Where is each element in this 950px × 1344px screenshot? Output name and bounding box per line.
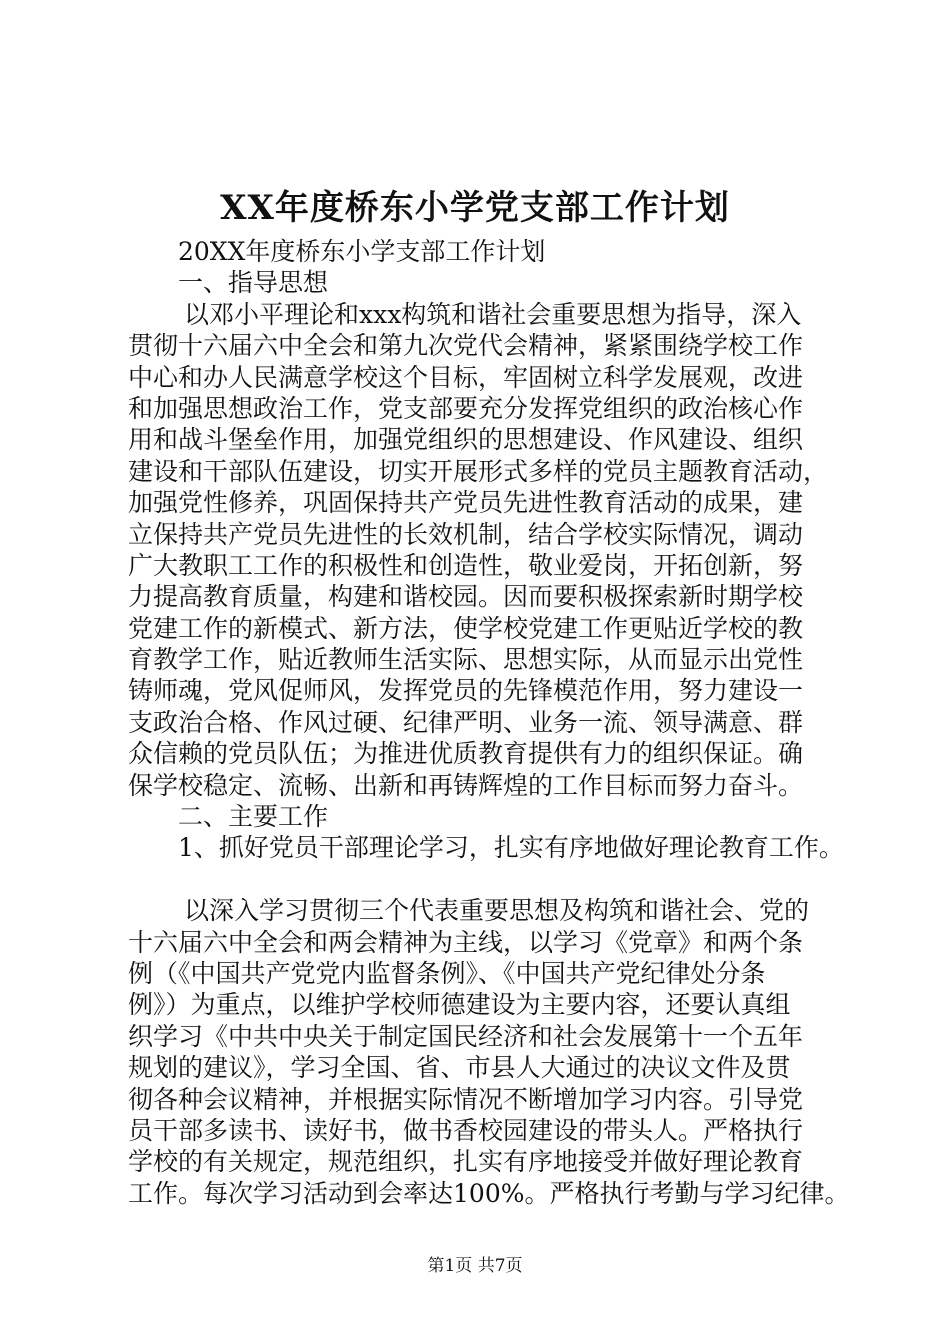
paragraph-line: 和加强思想政治工作，党支部要充分发挥党组织的政治核心作 (128, 393, 804, 423)
document-body (128, 236, 850, 1209)
paragraph-spacer (128, 864, 828, 895)
paragraph-line: 建设和干部队伍建设，切实开展形式多样的党员主题教育活动， (128, 456, 829, 486)
section-heading-main-work: 二、主要工作 (178, 802, 329, 832)
paragraph-line: 力提高教育质量，构建和谐校园。因而要积极探索新时期学校 (128, 582, 804, 612)
paragraph-line: 铸师魂，党风促师风，发挥党员的先锋模范作用，努力建设一 (128, 676, 804, 706)
paragraph-line: 中心和办人民满意学校这个目标，牢固树立科学发展观，改进 (128, 362, 804, 392)
paragraph-line: 彻各种会议精神，并根据实际情况不断增加学习内容。引导党 (128, 1084, 804, 1114)
work-item-1-heading: 1、抓好党员干部理论学习，扎实有序地做好理论教育工作。 (178, 833, 844, 863)
paragraph-line: 以邓小平理论和xxx构筑和谐社会重要思想为指导，深入 (184, 299, 802, 329)
paragraph-line: 规划的建议》，学习全国、省、市县人大通过的决议文件及贯 (128, 1053, 791, 1083)
document-title: XX年度桥东小学党支部工作计划 (220, 188, 730, 228)
paragraph-line: 织学习《中共中央关于制定国民经济和社会发展第十一个五年 (128, 1021, 804, 1051)
paragraph-line: 保学校稳定、流畅、出新和再铸辉煌的工作目标而努力奋斗。 (128, 770, 804, 800)
paragraph-line: 立保持共产党员先进性的长效机制，结合学校实际情况，调动 (128, 519, 804, 549)
paragraph-line: 学校的有关规定，规范组织，扎实有序地接受并做好理论教育 (128, 1147, 804, 1177)
paragraph-line: 例》）为重点，以维护学校师德建设为主要内容，还要认真组 (128, 990, 791, 1020)
paragraph-guiding-thought (128, 299, 828, 801)
document-subtitle: 20XX年度桥东小学支部工作计划 (178, 237, 546, 266)
paragraph-line: 支政治合格、作风过硬、纪律严明、业务一流、领导满意、群 (128, 707, 804, 737)
paragraph-line: 以深入学习贯彻三个代表重要思想及构筑和谐社会、党的 (184, 896, 810, 926)
paragraph-theory-study (128, 895, 850, 1209)
paragraph-line: 贯彻十六届六中全会和第九次党代会精神，紧紧围绕学校工作 (128, 331, 804, 361)
paragraph-line: 育教学工作，贴近教师生活实际、思想实际，从而显示出党性 (128, 645, 804, 675)
paragraph-line: 党建工作的新模式、新方法，使学校党建工作更贴近学校的教 (128, 613, 804, 643)
paragraph-line: 工作。每次学习活动到会率达100%。严格执行考勤与学习纪律。 (128, 1178, 850, 1208)
paragraph-line: 加强党性修养，巩固保持共产党员先进性教育活动的成果，建 (128, 488, 804, 518)
paragraph-line: 员干部多读书、读好书，做书香校园建设的带头人。严格执行 (128, 1115, 804, 1145)
paragraph-line: 例（《中国共产党党内监督条例》、《中国共产党纪律处分条 (128, 958, 766, 988)
paragraph-line: 用和战斗堡垒作用，加强党组织的思想建设、作风建设、组织 (128, 425, 804, 455)
section-heading-guiding-thought: 一、指导思想 (178, 268, 329, 298)
paragraph-line: 众信赖的党员队伍；为推进优质教育提供有力的组织保证。确 (128, 739, 804, 769)
paragraph-line: 十六届六中全会和两会精神为主线，以学习《党章》和两个条 (128, 927, 804, 957)
paragraph-line: 广大教职工工作的积极性和创造性，敬业爱岗，开拓创新，努 (128, 550, 804, 580)
page-number-footer: 第1页 共7页 (427, 1256, 523, 1276)
